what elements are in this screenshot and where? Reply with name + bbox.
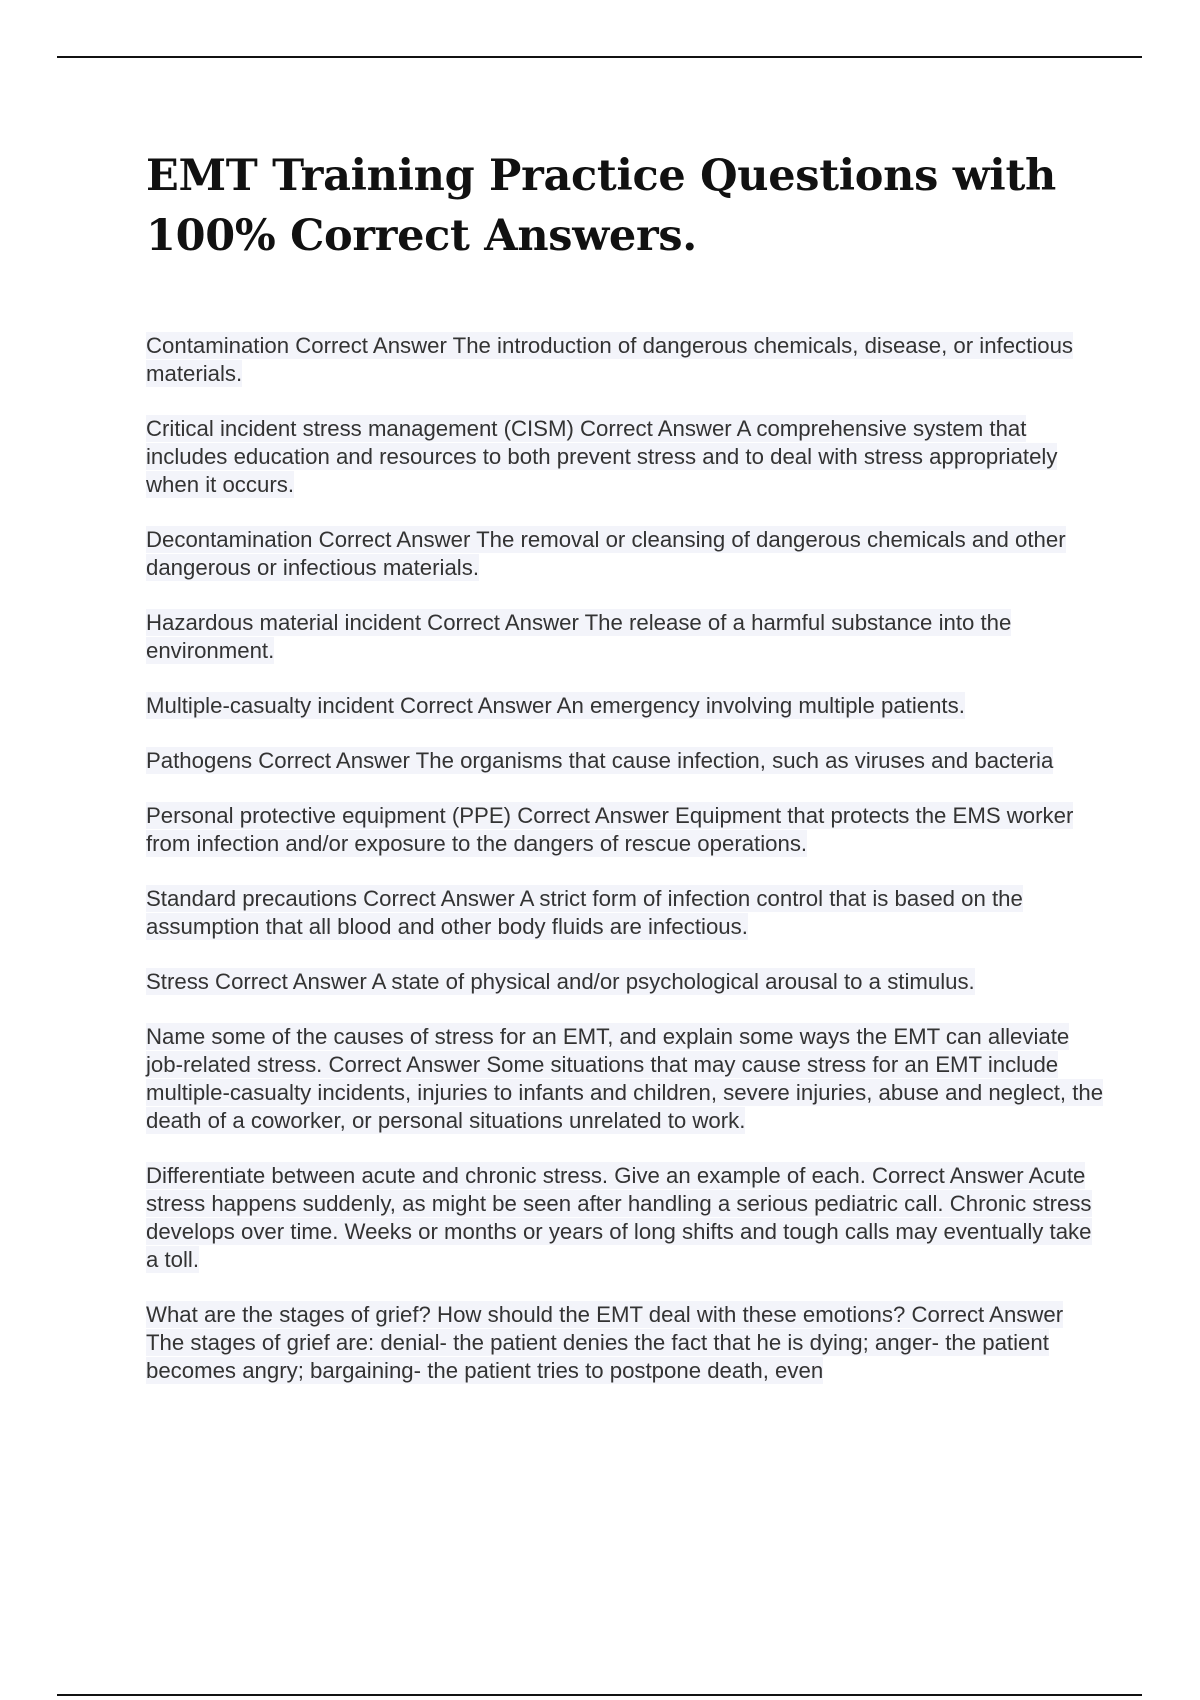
qa-text: Hazardous material incident Correct Answer The release of a harmful substance into the environment. (146, 610, 1012, 663)
qa-text: Stress Correct Answer A state of physical and/or psychological arousal to a stimulus. (146, 969, 975, 994)
qa-entry (146, 747, 1106, 775)
document-body (146, 146, 1106, 1412)
qa-text: Name some of the causes of stress for an EMT, and explain some ways the EMT can alleviate job-related stress. Correct Answer Some situations that may cause stress for an EMT include multiple-casualty incidents, injuries to infants and children, severe injuries, abuse and neglect, the death of a coworker, or personal situations unrelated to work. (146, 1024, 1104, 1133)
qa-entry (146, 1023, 1106, 1135)
qa-text: Decontamination Correct Answer The removal or cleansing of dangerous chemicals and other dangerous or infectious materials. (146, 527, 1066, 580)
qa-text: Multiple-casualty incident Correct Answer An emergency involving multiple patients. (146, 693, 965, 718)
qa-entry (146, 968, 1106, 996)
qa-entry (146, 1301, 1106, 1385)
qa-entry (146, 692, 1106, 720)
qa-text: Differentiate between acute and chronic stress. Give an example of each. Correct Answer Acute stress happens suddenly, as might be seen after handling a serious pediatric call. Chronic stress develops over time. Weeks or months or years of long shifts and tough calls may eventually take a toll. (146, 1163, 1092, 1272)
qa-text: Critical incident stress management (CISM) Correct Answer A comprehensive system that includes education and resources to both prevent stress and to deal with stress appropriately when it occurs. (146, 416, 1058, 497)
top-rule (57, 56, 1142, 58)
qa-text: Personal protective equipment (PPE) Correct Answer Equipment that protects the EMS worker from infection and/or exposure to the dangers of rescue operations. (146, 803, 1074, 856)
document-title: EMT Training Practice Questions with 100% Correct Answers. (146, 151, 1056, 261)
qa-entry (146, 609, 1106, 665)
qa-text: What are the stages of grief? How should the EMT deal with these emotions? Correct Answer The stages of grief are: denial- the patient denies the fact that he is dying; anger- the patient becomes angry; bargaining- the patient tries to postpone death, even (146, 1302, 1064, 1383)
qa-entry (146, 526, 1106, 582)
qa-entry (146, 1162, 1106, 1274)
qa-text: Pathogens Correct Answer The organisms that cause infection, such as viruses and bacteria (146, 748, 1054, 773)
qa-entry (146, 415, 1106, 499)
qa-text: Contamination Correct Answer The introduction of dangerous chemicals, disease, or infectious materials. (146, 333, 1074, 386)
qa-entry (146, 332, 1106, 388)
bottom-rule (57, 1694, 1142, 1696)
qa-text: Standard precautions Correct Answer A strict form of infection control that is based on the assumption that all blood and other body fluids are infectious. (146, 886, 1023, 939)
qa-entry (146, 885, 1106, 941)
qa-entry (146, 802, 1106, 858)
